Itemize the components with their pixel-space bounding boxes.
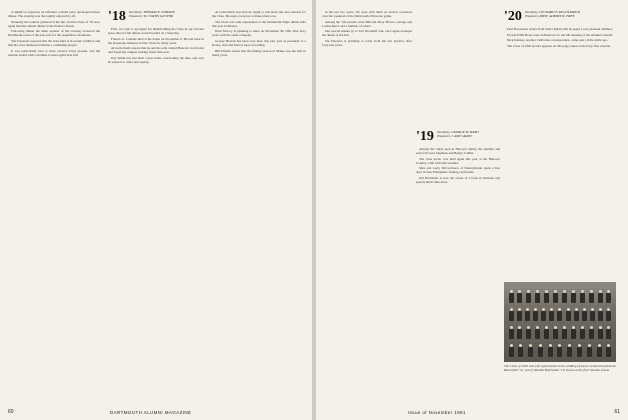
paragraph: Dick Kinsley, another California correspondent, came east a little while ago.: [507, 38, 608, 43]
left-page: [0, 0, 312, 420]
photo-caption: The Class of 1919 was well represented at the wedding of Laura Leonard and David Batchelder '51, son of Wendell Batchelder '19, shown at the four reunion events.: [504, 364, 616, 372]
paragraph: Francis A. Clohane died at his home on November 6. He had been in the brokerage business in New York for many years.: [108, 36, 204, 45]
page-number: 60: [8, 409, 14, 415]
photo-row-front: [508, 326, 612, 340]
class-heading-18: [108, 10, 204, 24]
right-column-1: [322, 10, 412, 405]
paragraph: Al Gottschaldt says that he ought to tell about the next reunion for the Class. He urges everyone to make plans now.: [212, 10, 306, 19]
paragraph: George Howell has been very busy this past year as president of a Rotary club and finds it most rewarding.: [212, 39, 306, 48]
secretary-line: Secretary, THOMAS E. DOBSON: [128, 10, 175, 14]
secretary-line: Secretary, GEORGE W. RAND: [436, 130, 479, 134]
paragraph: Ray Smith has just built a new home overlooking the lake, and says he expects to retire next spring.: [108, 56, 204, 65]
class-year: '18: [108, 10, 126, 24]
paragraph: Bill Perkins writes that the fishing season in Maine was the best in many years.: [212, 48, 306, 57]
paragraph: Our special thanks go to Ted Woodruff who once again arranged the dinner at the Inn.: [322, 29, 412, 38]
paragraph: Ed and Edith Boots were in Hanover for the fall meeting of the Alumni Council.: [507, 32, 613, 37]
left-column-3: [212, 10, 306, 405]
class-year: '19: [416, 130, 434, 144]
paragraph: Among the '19ers seen in Hanover during the summer and early fall were Stephens and Bunny Collins.: [416, 147, 500, 156]
photo-row-middle: [508, 308, 612, 322]
paragraph: Naturally the reunion gathered at the Inn, and the Class of '16 once again held the annual dinner in the Fellows Room.: [8, 19, 100, 28]
paragraph: The Treasurer reported that the class fund is in sound condition and that the class memorial remains a continuing project.: [8, 39, 100, 48]
class-year: '20: [504, 10, 522, 24]
paragraph: Al Gottschaldt reports that he and his wife visited Hanover in October and found the campus looking better than ever.: [108, 46, 204, 55]
class-heading-20: [504, 10, 616, 24]
paragraph: Following dinner the main speaker of the evening reviewed the Dartmouth scene of the past year for the assembled classmates.: [8, 29, 100, 38]
left-column-2: [108, 10, 204, 405]
treasurer-line: Treasurer, PROF. ALBERT W. FREY: [524, 14, 575, 19]
page-footer: Issue of November 1961: [408, 410, 466, 415]
class-photo: [504, 282, 616, 362]
paragraph: The Class was well represented at the Dartmouth Night dinner held this year in Boston.: [212, 19, 306, 28]
paragraph: First, we wish to apologize for misinforming the Class in our October notes that our fall dinner would be held on a Saturday.: [108, 27, 204, 36]
treasurer-line: Treasurer, W. CURTIS GLOVER: [128, 14, 173, 19]
paragraph: Max and Larry McCutcheon of Pennsylvania spent a few days in New Hampshire visiting old friends.: [416, 166, 500, 175]
right-column-2: [416, 10, 500, 405]
paragraph: Dave McCoy is planning to retire on November 30, 1961 after forty years with the same company.: [212, 29, 306, 38]
paragraph: It was particularly nice to have several wives present, and the reunion ended with a promise to meet again next fall.: [8, 48, 100, 57]
class-heading-19: [416, 130, 500, 144]
paragraph: as might be expected, an informal cocktail party developed before dinner. The evening was thoroughly enjoyed by all.: [8, 10, 100, 19]
secretary-line: Secretary, LEONARD F. McGOLDRICK: [524, 10, 580, 14]
right-column-3: [504, 10, 616, 278]
left-column-1: [8, 10, 100, 405]
paragraph: The class picnic was held again this year at the Hanover Country Club with fine weather.: [416, 156, 500, 165]
photo-row-seated: [508, 344, 612, 358]
paragraph: Stu Peterson is planning to retire from his law practice after forty-one years.: [322, 39, 412, 48]
right-page: [316, 0, 628, 420]
paragraph: Jim Bachelder is now the owner of a farm in Vermont and spends much time there.: [416, 176, 500, 185]
treasurer-line: Treasurer, J. RAY GRANT: [436, 134, 472, 139]
paragraph: The Class of 1920 picture appears on this page, taken at the forty-first reunion.: [507, 43, 611, 48]
page-number: 61: [614, 409, 620, 415]
page-footer: DARTMOUTH ALUMNI MAGAZINE: [110, 410, 192, 415]
paragraph: Among the '18s present were Bill and Mary Brown, George and Louise Reed, and a number of others.: [322, 19, 412, 28]
paragraph: in the last two years. We were with them on several occasions over the weekend of the Dartmouth–Princeton game.: [322, 10, 412, 19]
paragraph: Paul Bowerman writes from Sierra Madre that he spent a very pleasant summer.: [507, 27, 613, 31]
photo-row-back: [508, 290, 612, 304]
